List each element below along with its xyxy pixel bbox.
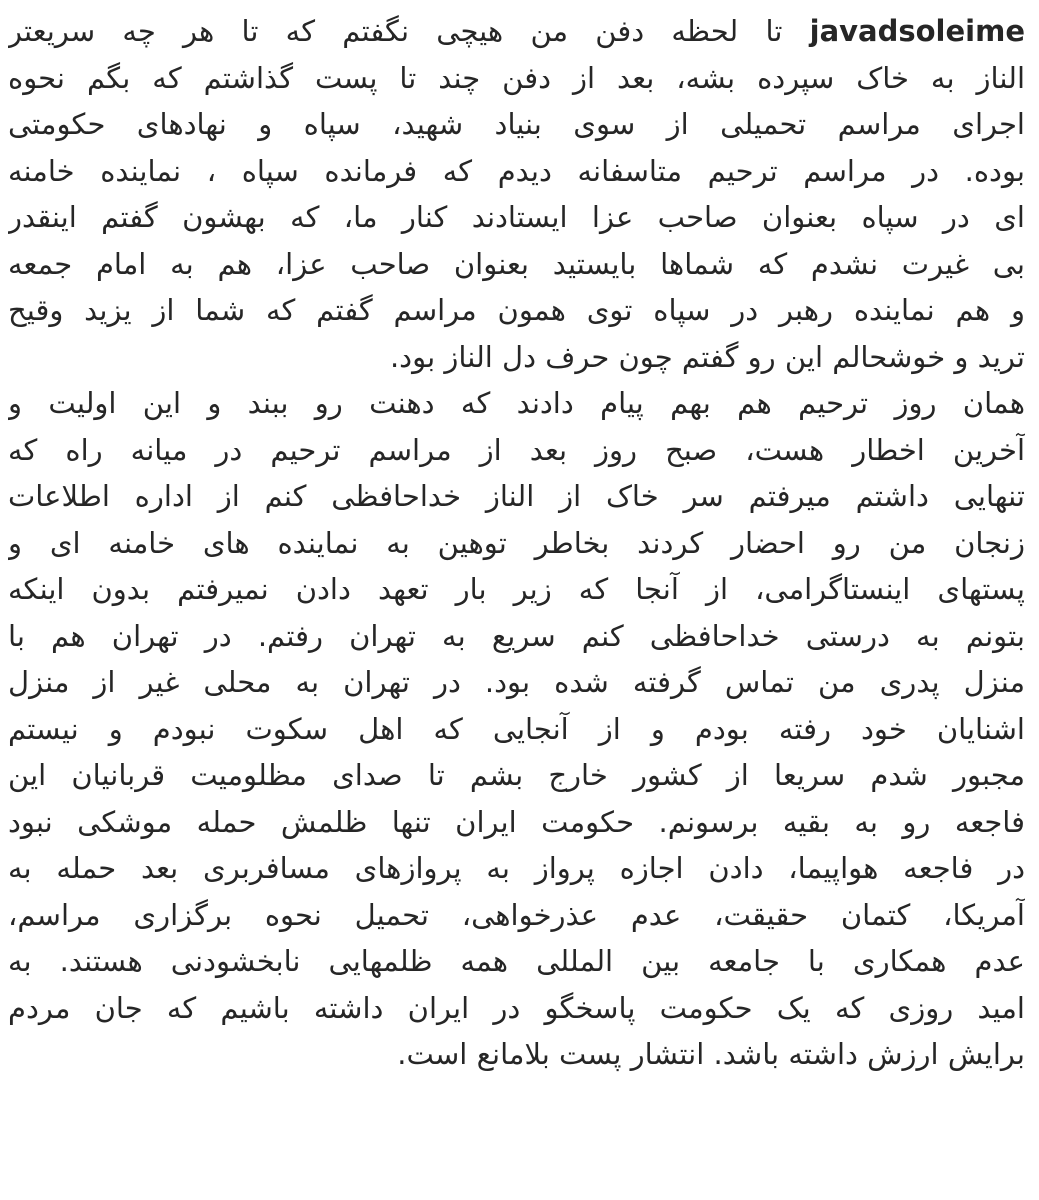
caption-line-17: مجبور شدم سریعا از کشور خارج بشم تا صدای مظلومیت قربانیان این (8, 758, 1025, 792)
caption-line-22: امید روزی که یک حکومت پاسخگو در ایران داشته باشیم که جان مردم (8, 990, 1025, 1025)
caption-line-3: اجرای مراسم تحمیلی از سوی بنیاد شهید، سپاه و نهادهای حکومتی (8, 107, 1025, 141)
caption-line-6: بی غیرت نشدم که شماها بایستید بعنوان صاحب عزا، هم به امام جمعه (8, 246, 1025, 281)
caption-line-16: اشنایان خود رفته بودم و از آنجایی که اهل سکوت نبودم و نیستم (8, 711, 1025, 746)
username-link[interactable]: javadsoleime (809, 14, 1025, 48)
caption-line-18: فاجعه رو به بقیه برسونم. حکومت ایران تنها ظلمش حمله موشکی نبود (8, 804, 1025, 839)
caption-line-12: زنجان من رو احضار کردند بخاطر توهین به نماینده های خامنه ای و (8, 525, 1025, 560)
caption-line-13: پستهای اینستاگرامی، از آنجا که زیر بار تعهد دادن نمیرفتم بدون اینکه (8, 572, 1025, 606)
caption-line-11: تنهایی داشتم میرفتم سر خاک از الناز خداحافظی کنم از اداره اطلاعات (8, 479, 1025, 513)
caption-line-14: بتونم به درستی خداحافظی کنم سریع به تهران رفتم. در تهران هم با (8, 618, 1025, 653)
caption-text: تا لحظه دفن من هیچی نگفتم که تا هر چه سریعتر (8, 14, 783, 48)
caption-line-21: عدم همکاری با جامعه بین المللی همه ظلمهایی نابخشودنی هستند. به (8, 944, 1025, 978)
caption-line-1 (8, 8, 1025, 55)
caption-line-9: همان روز ترحیم هم بهم پیام دادند که دهنت رو ببند و این اولیت و (8, 386, 1025, 420)
caption-line-5: ای در سپاه بعنوان صاحب عزا ایستادند کنار ما، که بهشون گفتم اینقدر (8, 200, 1025, 234)
caption-line-15: منزل پدری من تماس گرفته شده بود. در تهران به محلی غیر از منزل (8, 665, 1025, 699)
caption-line-7: و هم نماینده رهبر در سپاه توی همون مراسم گفتم که شما از یزید وقیح (8, 293, 1025, 327)
bottom-fade (0, 1182, 1039, 1200)
caption-line-4: بوده. در مراسم ترحیم متاسفانه دیدم که فرمانده سپاه ، نماینده خامنه (8, 153, 1025, 188)
caption-line-20: آمریکا، کتمان حقیقت، عدم عذرخواهی، تحمیل نحوه برگزاری مراسم، (8, 897, 1025, 932)
caption-line-8: ترید و خوشحالم این رو گفتم چون حرف دل الناز بود. (389, 339, 1025, 374)
caption-line-19: در فاجعه هواپیما، دادن اجازه پرواز به پروازهای مسافربری بعد حمله به (8, 851, 1025, 885)
post-caption (8, 8, 1025, 1078)
caption-line-23: برایش ارزش داشته باشد. انتشار پست بلامانع است. (397, 1037, 1025, 1071)
caption-line-2: الناز به خاک سپرده بشه، بعد از دفن چند تا پست گذاشتم که بگم نحوه (8, 60, 1025, 95)
caption-line-10: آخرین اخطار هست، صبح روز بعد از مراسم ترحیم در میانه راه که (8, 432, 1025, 467)
